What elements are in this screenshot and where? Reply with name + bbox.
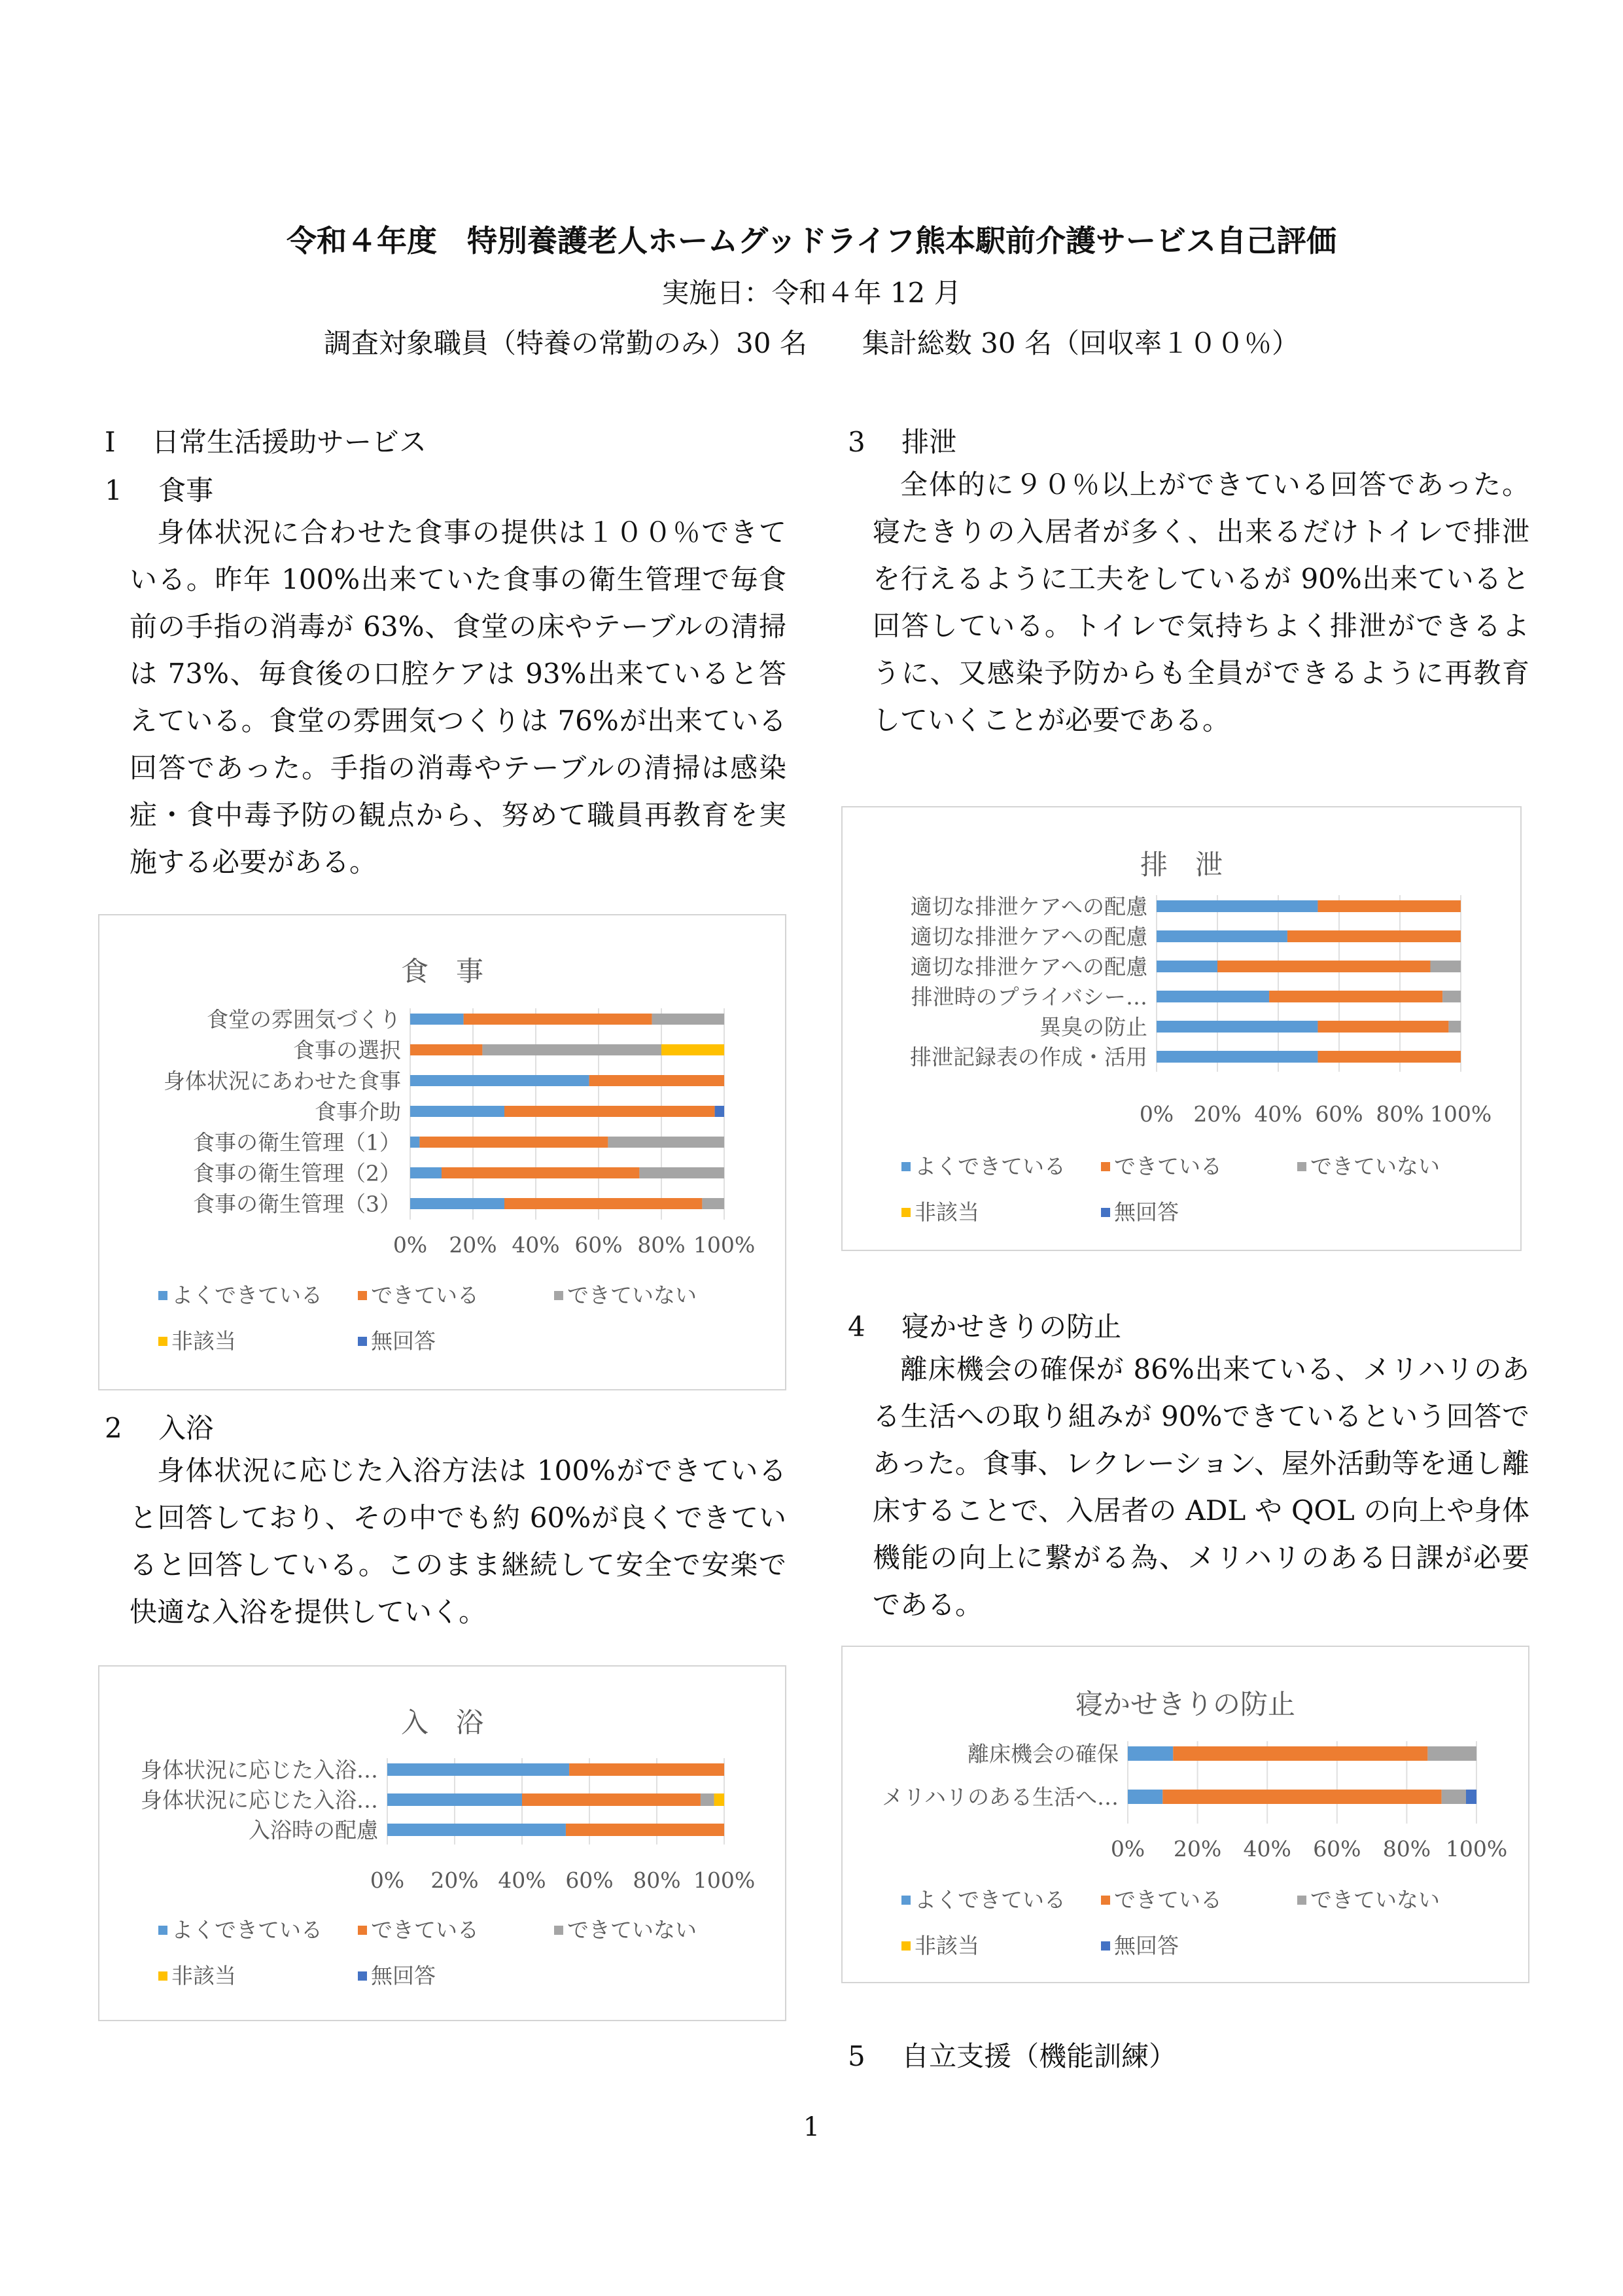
bar-segment (387, 1763, 569, 1776)
legend-swatch (901, 1896, 911, 1905)
bar-segment (1128, 1790, 1162, 1804)
bar-segment (1442, 1790, 1466, 1804)
x-tick-label: 0% (370, 1867, 405, 1893)
bar-segment (1466, 1790, 1476, 1804)
bedridden-chart-svg (843, 1647, 1528, 1982)
legend-swatch (358, 1337, 367, 1346)
legend-swatch (901, 1208, 911, 1217)
legend-swatch (358, 1291, 367, 1300)
survey-date: 実施日：令和４年 12 月 (661, 277, 962, 309)
bar-segment (1162, 1790, 1441, 1804)
legend-swatch (554, 1291, 563, 1300)
bar-segment (1448, 1021, 1461, 1033)
page-number: 1 (803, 2112, 820, 2142)
legend-swatch (158, 1291, 167, 1300)
legend-swatch (158, 1971, 167, 1981)
meal-heading: 1 食事 (105, 474, 214, 506)
meal-chart (98, 914, 786, 1390)
x-tick-label: 20% (1193, 1101, 1242, 1127)
legend-swatch (158, 1337, 167, 1346)
chart-title: 食 事 (400, 955, 484, 987)
bar-segment (504, 1198, 702, 1209)
section-heading: Ⅰ 日常生活援助サービス (105, 426, 427, 458)
bar-segment (701, 1793, 714, 1806)
x-tick-label: 20% (430, 1867, 479, 1893)
chart-title: 入 浴 (400, 1706, 484, 1739)
bar-segment (652, 1014, 724, 1025)
document-title: 令和４年度 特別養護老人ホームグッドライフ熊本駅前介護サービス自己評価 (287, 223, 1336, 258)
bar-segment (410, 1137, 419, 1148)
bath-heading: 2 入浴 (105, 1412, 214, 1444)
legend-label: 非該当 (171, 1328, 236, 1354)
x-tick-label: 40% (1254, 1101, 1302, 1127)
chart-title: 排 泄 (1140, 849, 1223, 881)
category-label: 身体状況に応じた入浴… (141, 1757, 378, 1783)
legend-label: 無回答 (1114, 1933, 1179, 1958)
legend-label: 無回答 (1114, 1199, 1179, 1225)
bedridden-chart (841, 1646, 1529, 1983)
legend-label: できていない (1310, 1154, 1440, 1179)
bar-segment (410, 1075, 589, 1086)
legend-label: 非該当 (171, 1963, 236, 1988)
legend-swatch (358, 1971, 367, 1981)
bar-segment (1157, 1051, 1318, 1063)
x-tick-label: 20% (449, 1232, 497, 1258)
excretion-paragraph (873, 461, 1529, 744)
bar-segment (442, 1167, 639, 1178)
bar-segment (410, 1198, 504, 1209)
bar-segment (504, 1106, 715, 1117)
legend-label: できていない (567, 1917, 697, 1943)
x-tick-label: 0% (1110, 1836, 1145, 1862)
bar-segment (714, 1793, 724, 1806)
bar-segment (1318, 1051, 1461, 1063)
bar-segment (1431, 961, 1461, 972)
legend-label: よくできている (171, 1282, 323, 1308)
bar-segment (1269, 991, 1442, 1002)
category-label: 適切な排泄ケアへの配慮 (910, 894, 1147, 919)
bath-paragraph (130, 1447, 786, 1636)
bar-segment (1173, 1746, 1427, 1761)
bar-segment (387, 1793, 522, 1806)
legend-label: よくできている (171, 1917, 323, 1943)
x-tick-label: 0% (393, 1232, 428, 1258)
legend-swatch (554, 1926, 563, 1935)
category-label: 食事介助 (315, 1099, 401, 1125)
legend-swatch (901, 1941, 911, 1951)
excretion-chart (841, 806, 1522, 1251)
bar-segment (1157, 930, 1287, 942)
legend-label: 非該当 (915, 1199, 979, 1225)
bar-segment (639, 1167, 724, 1178)
meal-paragraph (130, 509, 786, 886)
bar-segment (387, 1824, 566, 1836)
legend-swatch (158, 1926, 167, 1935)
category-label: メリハリのある生活へ… (881, 1784, 1119, 1810)
legend-label: できている (1114, 1887, 1222, 1913)
bar-segment (589, 1075, 724, 1086)
legend-swatch (1297, 1162, 1306, 1171)
category-label: 身体状況にあわせた食事 (164, 1068, 401, 1094)
meal-chart-svg (99, 915, 785, 1389)
bar-segment (410, 1167, 442, 1178)
legend-label: 無回答 (371, 1963, 436, 1988)
category-label: 入浴時の配慮 (249, 1817, 378, 1843)
bar-segment (410, 1106, 504, 1117)
bar-segment (608, 1137, 724, 1148)
excretion-chart-svg (843, 807, 1520, 1250)
legend-label: よくできている (915, 1887, 1066, 1913)
bar-segment (410, 1044, 482, 1055)
bar-segment (1157, 961, 1217, 972)
category-label: 排泄時のプライバシー… (911, 984, 1147, 1010)
x-tick-label: 0% (1139, 1101, 1174, 1127)
bar-segment (1318, 1021, 1448, 1033)
legend-swatch (358, 1926, 367, 1935)
x-tick-label: 100% (693, 1867, 756, 1893)
legend-label: できている (371, 1917, 479, 1943)
bedridden-paragraph (873, 1346, 1529, 1629)
x-tick-label: 60% (565, 1867, 614, 1893)
bar-segment (569, 1763, 724, 1776)
bar-segment (1287, 930, 1461, 942)
chart-title: 寝かせきりの防止 (1075, 1688, 1296, 1720)
bar-segment (522, 1793, 701, 1806)
x-tick-label: 60% (1315, 1101, 1363, 1127)
legend-swatch (1101, 1941, 1110, 1951)
legend-swatch (1101, 1896, 1110, 1905)
legend-swatch (1297, 1896, 1306, 1905)
bar-segment (1157, 991, 1269, 1002)
bar-segment (482, 1044, 661, 1055)
category-label: 食事の衛生管理（3） (193, 1191, 401, 1217)
bar-segment (1157, 900, 1318, 912)
independence-heading: 5 自立支援（機能訓練） (848, 2040, 1177, 2072)
bar-segment (566, 1824, 724, 1836)
legend-label: できていない (567, 1282, 697, 1308)
category-label: 異臭の防止 (1039, 1014, 1147, 1040)
bar-segment (702, 1198, 724, 1209)
x-tick-label: 60% (1313, 1836, 1361, 1862)
x-tick-label: 100% (693, 1232, 756, 1258)
x-tick-label: 60% (574, 1232, 623, 1258)
x-tick-label: 40% (1243, 1836, 1291, 1862)
legend-swatch (1101, 1208, 1110, 1217)
legend-label: できていない (1310, 1887, 1440, 1913)
survey-summary: 調査対象職員（特養の常勤のみ）30 名 集計総数 30 名（回収率１００％） (324, 327, 1299, 359)
bath-chart-svg (99, 1667, 785, 2020)
legend-label: よくできている (915, 1154, 1066, 1179)
x-tick-label: 100% (1445, 1836, 1508, 1862)
excretion-text: 全体的に９０％以上ができている回答であった。寝たきりの入居者が多く、出来るだけトイレで排泄を行えるように工夫をしているが 90%出来ていると回答している。トイレで気持ちよく排泄ができるように、又感染予防からも全員ができるように再教育していくことが必要である。 (873, 468, 1529, 736)
category-label: 適切な排泄ケアへの配慮 (910, 954, 1147, 980)
bar-segment (1442, 991, 1461, 1002)
bar-segment (661, 1044, 724, 1055)
bar-segment (715, 1106, 724, 1117)
legend-swatch (901, 1162, 911, 1171)
category-label: 食事の選択 (293, 1037, 401, 1063)
x-tick-label: 80% (633, 1867, 681, 1893)
bar-segment (1427, 1746, 1476, 1761)
x-tick-label: 40% (498, 1867, 546, 1893)
bar-segment (1217, 961, 1431, 972)
bar-segment (1128, 1746, 1173, 1761)
legend-label: できている (371, 1282, 479, 1308)
x-tick-label: 80% (1382, 1836, 1431, 1862)
x-tick-label: 80% (1376, 1101, 1424, 1127)
bath-text: 身体状況に応じた入浴方法は 100%ができていると回答しており、その中でも約 60%が良くできていると回答している。このまま継続して安全で安楽で快適な入浴を提供していく。 (130, 1455, 786, 1628)
x-tick-label: 80% (637, 1232, 686, 1258)
legend-label: 非該当 (915, 1933, 979, 1958)
category-label: 食事の衛生管理（2） (193, 1160, 401, 1186)
legend-label: 無回答 (371, 1328, 436, 1354)
legend-swatch (1101, 1162, 1110, 1171)
bar-segment (1318, 900, 1461, 912)
bedridden-heading: 4 寝かせきりの防止 (848, 1311, 1122, 1343)
bar-segment (1157, 1021, 1318, 1033)
category-label: 身体状況に応じた入浴… (141, 1787, 378, 1813)
x-tick-label: 20% (1173, 1836, 1222, 1862)
meal-text: 身体状況に合わせた食事の提供は１００％できている。昨年 100%出来ていた食事の衛生管理で毎食前の手指の消毒が 63%、食堂の床やテーブルの清掃は 73%、毎食後の口腔ケアは 93%出来ていると答えている。食堂の雰囲気つくりは 76%が出来ている回答であった。手指の消毒やテーブルの清掃は感染症・食中毒予防の観点から、努めて職員再教育を実施する必要がある。 (130, 516, 786, 878)
bar-segment (410, 1014, 464, 1025)
bedridden-text: 離床機会の確保が 86%出来ている、メリハリのある生活への取り組みが 90%できているという回答であった。食事、レクレーション、屋外活動等を通し離床することで、入居者の ADL や QOL の向上や身体機能の向上に繋がる為、メリハリのある日課が必要である。 (873, 1353, 1529, 1621)
category-label: 適切な排泄ケアへの配慮 (910, 924, 1147, 949)
bath-chart (98, 1665, 786, 2021)
category-label: 離床機会の確保 (968, 1741, 1119, 1767)
x-tick-label: 100% (1429, 1101, 1492, 1127)
x-tick-label: 40% (512, 1232, 560, 1258)
category-label: 排泄記録表の作成・活用 (910, 1044, 1147, 1070)
excretion-heading: 3 排泄 (848, 426, 957, 458)
bar-segment (419, 1137, 608, 1148)
category-label: 食事の衛生管理（1） (193, 1129, 401, 1156)
category-label: 食堂の雰囲気づくり (207, 1006, 401, 1033)
legend-label: できている (1114, 1154, 1222, 1179)
bar-segment (464, 1014, 652, 1025)
